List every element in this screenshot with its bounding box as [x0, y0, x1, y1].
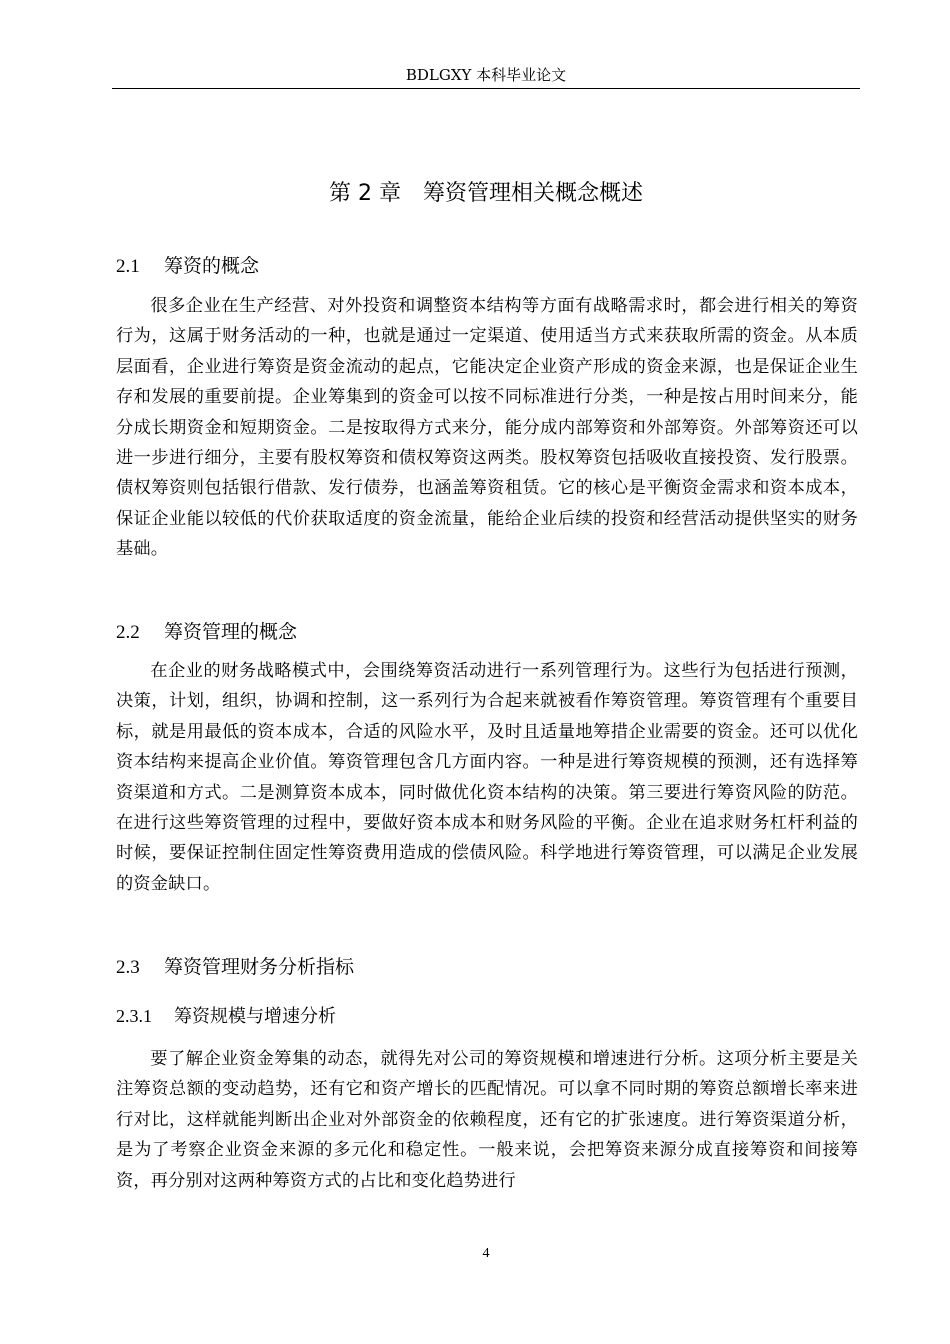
section-number: 2.2	[116, 622, 140, 643]
paragraph-2-3-1: 要了解企业资金筹集的动态，就得先对公司的筹资规模和增速进行分析。这项分析主要是关注筹资总额的变动趋势，还有它和资产增长的匹配情况。可以拿不同时期的筹资总额增长率来进行对比，这样就能判断出企业对外部资金的依赖程度，还有它的扩张速度。进行筹资渠道分析，是为了考察企业资金来源的多元化和稳定性。一般来说，会把筹资来源分成直接筹资和间接筹资，再分别对这两种筹资方式的占比和变化趋势进行	[116, 1049, 858, 1191]
subsection-title: 筹资规模与增速分析	[174, 1006, 336, 1027]
chapter-number: 第 2 章	[329, 181, 401, 206]
running-header: BDLGXY 本科毕业论文	[405, 66, 567, 84]
section-title: 筹资管理财务分析指标	[164, 956, 355, 978]
section-number: 2.3	[116, 957, 140, 978]
subsection-heading-2-3-1	[116, 1003, 336, 1030]
subsection-number: 2.3.1	[116, 1006, 152, 1026]
section-heading-2-1	[116, 253, 259, 280]
section-heading-2-3	[116, 954, 354, 981]
chapter-name: 筹资管理相关概念概述	[422, 181, 643, 206]
page-number: 4	[482, 1246, 490, 1261]
header-rule	[112, 88, 860, 89]
chapter-title	[112, 178, 860, 210]
section-heading-2-2	[116, 619, 297, 646]
paragraph-2-2: 在企业的财务战略模式中，会围绕筹资活动进行一系列管理行为。这些行为包括进行预测，决策，计划，组织，协调和控制，这一系列行为合起来就被看作筹资管理。筹资管理有个重要目标，就是用最低的资本成本，合适的风险水平，及时且适量地筹措企业需要的资金。还可以优化资本结构来提高企业价值。筹资管理包含几方面内容。一种是进行筹资规模的预测，还有选择筹资渠道和方式。二是测算资本成本，同时做优化资本结构的决策。第三要进行筹资风险的防范。在进行这些筹资管理的过程中，要做好资本成本和财务风险的平衡。企业在追求财务杠杆利益的时候，要保证控制住固定性筹资费用造成的偿债风险。科学地进行筹资管理，可以满足企业发展的资金缺口。	[116, 661, 858, 894]
section-title: 筹资管理的概念	[164, 621, 298, 643]
section-title: 筹资的概念	[164, 255, 260, 277]
paragraph-2-1: 很多企业在生产经营、对外投资和调整资本结构等方面有战略需求时，都会进行相关的筹资行为，这属于财务活动的一种，也就是通过一定渠道、使用适当方式来获取所需的资金。从本质层面看，企业进行筹资是资金流动的起点，它能决定企业资产形成的资金来源，也是保证企业生存和发展的重要前提。企业筹集到的资金可以按不同标准进行分类，一种是按占用时间来分，能分成长期资金和短期资金。二是按取得方式来分，能分成内部筹资和外部筹资。外部筹资还可以进一步进行细分，主要有股权筹资和债权筹资这两类。股权筹资包括吸收直接投资、发行股票。债权筹资则包括银行借款、发行债券，也涵盖筹资租赁。它的核心是平衡资金需求和资本成本，保证企业能以较低的代价获取适度的资金流量，能给企业后续的投资和经营活动提供坚实的财务基础。	[116, 296, 858, 560]
section-number: 2.1	[116, 256, 140, 277]
